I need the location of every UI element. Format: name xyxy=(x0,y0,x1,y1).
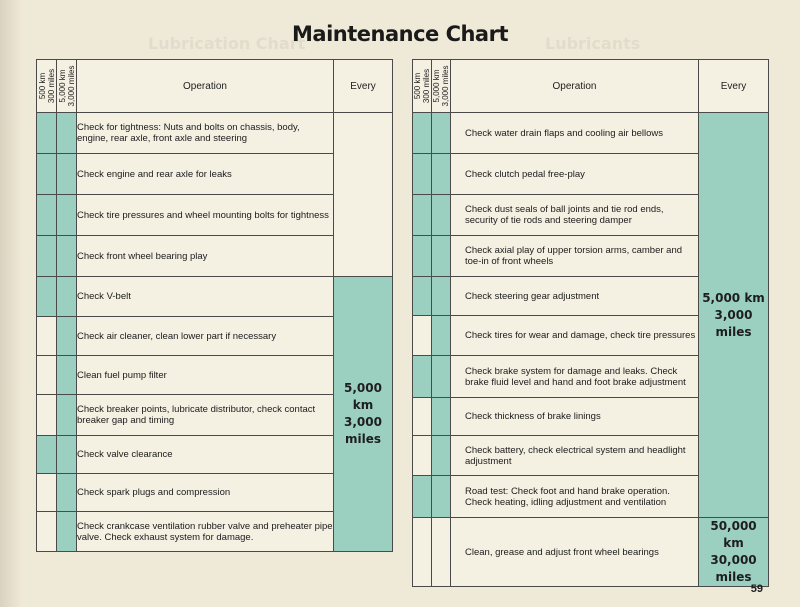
header-operation: Operation xyxy=(77,60,334,113)
operation-text: Clean, grease and adjust front wheel bearings xyxy=(451,518,699,587)
cell-500km xyxy=(413,398,432,436)
operation-text: Road test: Check foot and hand brake operation. Check heating, idling adjustment and ventilation xyxy=(451,476,699,518)
header-row xyxy=(413,60,769,113)
interval-km: 5,000 km xyxy=(702,290,765,305)
cell-5000km xyxy=(57,317,77,356)
operation-text: Check valve clearance xyxy=(77,436,334,474)
show-through-text-left: Lubrication Chart xyxy=(148,34,306,53)
interval-km: 50,000 km xyxy=(710,519,757,550)
cell-5000km xyxy=(432,356,451,398)
cell-500km xyxy=(413,518,432,587)
every-interval-bearings xyxy=(699,518,769,587)
cell-500km xyxy=(37,277,57,317)
maintenance-table-left xyxy=(36,59,393,552)
operation-text: Check brake system for damage and leaks. Check brake fluid level and hand and foot brake adjustment xyxy=(451,356,699,398)
cell-500km xyxy=(37,317,57,356)
cell-5000km xyxy=(432,195,451,236)
every-empty xyxy=(334,113,393,277)
cell-5000km xyxy=(432,316,451,356)
cell-500km xyxy=(37,395,57,436)
interval-km: 5,000 km xyxy=(344,381,382,412)
cell-5000km xyxy=(57,395,77,436)
every-interval xyxy=(334,277,393,552)
operation-text: Clean fuel pump filter xyxy=(77,356,334,395)
cell-500km xyxy=(37,474,57,512)
cell-500km xyxy=(37,154,57,195)
cell-500km xyxy=(37,436,57,474)
page-title: Maintenance Chart xyxy=(292,22,508,46)
operation-text: Check V-belt xyxy=(77,277,334,317)
cell-500km xyxy=(413,277,432,316)
interval-miles: 3,000 miles xyxy=(344,415,382,446)
operation-text: Check crankcase ventilation rubber valve and preheater pipe valve. Check exhaust system for damage. xyxy=(77,512,334,552)
cell-500km xyxy=(413,356,432,398)
operation-text: Check for tightness: Nuts and bolts on chassis, body, engine, rear axle, front axle and steering xyxy=(77,113,334,154)
cell-500km xyxy=(413,436,432,476)
cell-5000km xyxy=(57,195,77,236)
cell-5000km xyxy=(432,113,451,154)
cell-5000km xyxy=(57,474,77,512)
interval-miles: 3,000 miles xyxy=(714,307,753,339)
cell-5000km xyxy=(57,356,77,395)
header-500km: 500 km 300 miles xyxy=(37,60,57,113)
operation-text: Check battery, check electrical system and headlight adjustment xyxy=(451,436,699,476)
operation-text: Check spark plugs and compression xyxy=(77,474,334,512)
every-interval xyxy=(699,113,769,518)
header-5000km: 5,000 km 3,000 miles xyxy=(57,60,77,113)
header-every: Every xyxy=(699,60,769,113)
cell-500km xyxy=(37,512,57,552)
cell-500km xyxy=(37,236,57,277)
page-number: 59 xyxy=(750,583,763,595)
cell-500km xyxy=(413,113,432,154)
cell-5000km xyxy=(432,398,451,436)
operation-text: Check breaker points, lubricate distributor, check contact breaker gap and timing xyxy=(77,395,334,436)
cell-500km xyxy=(413,476,432,518)
cell-5000km xyxy=(57,154,77,195)
operation-text: Check axial play of upper torsion arms, camber and toe-in of front wheels xyxy=(451,236,699,277)
show-through-text-right: Lubricants xyxy=(545,34,641,53)
cell-5000km xyxy=(57,512,77,552)
operation-text: Check dust seals of ball joints and tie rod ends, security of tie rods and steering damper xyxy=(451,195,699,236)
operation-text: Check front wheel bearing play xyxy=(77,236,334,277)
cell-500km xyxy=(37,195,57,236)
operation-text: Check air cleaner, clean lower part if necessary xyxy=(77,317,334,356)
cell-500km xyxy=(413,154,432,195)
operation-text: Check clutch pedal free-play xyxy=(451,154,699,195)
cell-5000km xyxy=(432,277,451,316)
cell-5000km xyxy=(432,518,451,587)
cell-5000km xyxy=(432,154,451,195)
operation-text: Check thickness of brake linings xyxy=(451,398,699,436)
header-500km: 500 km 300 miles xyxy=(413,60,432,113)
operation-text: Check steering gear adjustment xyxy=(451,277,699,316)
header-operation: Operation xyxy=(451,60,699,113)
cell-500km xyxy=(37,113,57,154)
operation-text: Check tires for wear and damage, check tire pressures xyxy=(451,316,699,356)
operation-text: Check tire pressures and wheel mounting bolts for tightness xyxy=(77,195,334,236)
cell-5000km xyxy=(432,436,451,476)
cell-500km xyxy=(413,195,432,236)
operation-text: Check engine and rear axle for leaks xyxy=(77,154,334,195)
header-every: Every xyxy=(334,60,393,113)
operation-text: Check water drain flaps and cooling air bellows xyxy=(451,113,699,154)
cell-5000km xyxy=(57,236,77,277)
cell-5000km xyxy=(57,436,77,474)
page-gutter-shade xyxy=(0,0,22,607)
cell-500km xyxy=(37,356,57,395)
cell-5000km xyxy=(57,277,77,317)
header-5000km: 5,000 km 3,000 miles xyxy=(432,60,451,113)
cell-500km xyxy=(413,316,432,356)
cell-5000km xyxy=(432,236,451,277)
cell-5000km xyxy=(57,113,77,154)
interval-miles: 30,000 miles xyxy=(710,553,757,584)
maintenance-table-right xyxy=(412,59,769,587)
header-row xyxy=(37,60,393,113)
cell-500km xyxy=(413,236,432,277)
cell-5000km xyxy=(432,476,451,518)
